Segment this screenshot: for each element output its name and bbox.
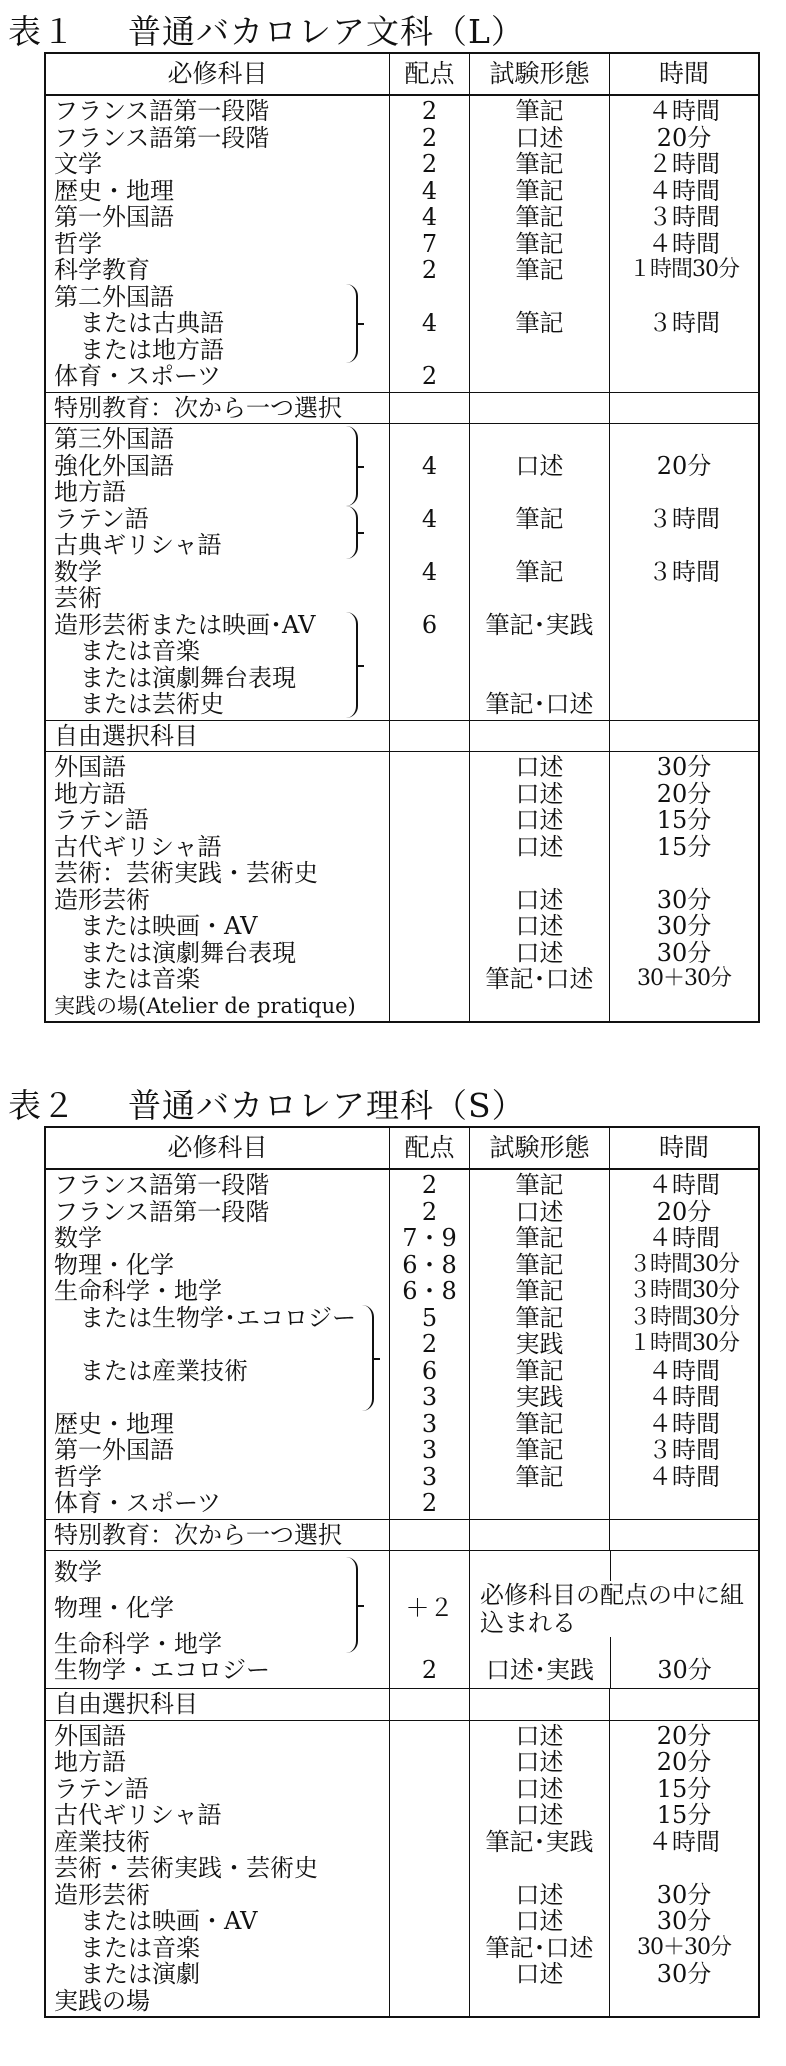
cell-time: ４時間: [648, 1827, 720, 1856]
cell-time: ４時間: [648, 1224, 720, 1252]
brace: [362, 1305, 374, 1411]
cell-points: 4: [421, 176, 438, 205]
cell-exam-type: 筆記: [515, 229, 564, 258]
cell-exam-type: [470, 426, 609, 453]
cell-time: 15分: [656, 1774, 712, 1803]
cell-points: 2: [421, 1330, 438, 1358]
cell-time: 30分: [656, 1907, 712, 1935]
cell-time: [610, 1490, 758, 1517]
cell-subject: 文学: [54, 150, 102, 178]
cell-subject: または芸術史: [80, 690, 224, 718]
cell-time: 30分: [656, 1880, 712, 1909]
cell-time: １時間30分: [629, 257, 739, 282]
cell-subject: フランス語第一段階: [54, 1171, 270, 1199]
cell-subject: または音楽: [80, 1933, 200, 1962]
cell-subject: 産業技術: [54, 1827, 150, 1856]
cell-exam-type: 筆記: [515, 1409, 564, 1438]
cell-points: [390, 1776, 469, 1803]
cell-exam-type: 筆記･口述: [485, 690, 594, 718]
table1-header: [46, 54, 758, 96]
cell-subject: フランス語第一段階: [54, 97, 270, 125]
cell-points: [390, 860, 469, 887]
cell-subject: 造形芸術: [54, 885, 150, 914]
cell-exam-type: [470, 532, 609, 559]
cell-exam-type: 口述: [515, 1748, 564, 1776]
cell-time: 30＋30分: [637, 966, 731, 991]
cell-subject: 古代ギリシャ語: [54, 1801, 222, 1829]
cell-subject: 第一外国語: [54, 203, 174, 231]
free-label: 自由選択科目: [54, 721, 198, 750]
table2: [44, 1126, 760, 2018]
cell-points: 2: [421, 150, 438, 178]
cell-subject: 数学: [54, 1224, 102, 1252]
cell-subject: または地方語: [80, 335, 224, 364]
cell-time: ３時間30分: [629, 1251, 739, 1277]
header-time: 時間: [658, 1133, 709, 1162]
table2-special-label-row: [46, 1520, 758, 1552]
cell-exam-type: 口述: [515, 1960, 564, 1988]
cell-exam-type: 口述: [515, 1801, 564, 1829]
cell-subject: または生物学･エコロジー: [80, 1303, 356, 1332]
cell-time: [610, 337, 758, 364]
cell-points: [390, 940, 469, 967]
special-subject: 物理・化学: [54, 1594, 174, 1622]
cell-points: [390, 1988, 469, 2015]
cell-points: [390, 1935, 469, 1962]
cell-subject: 歴史・地理: [54, 176, 174, 205]
cell-exam-type: 筆記: [515, 203, 564, 231]
cell-subject: 科学教育: [54, 256, 150, 284]
cell-exam-type: 口述: [515, 938, 564, 967]
header-subject: 必修科目: [46, 1128, 390, 1168]
cell-points: [390, 691, 469, 718]
cell-points: [390, 834, 469, 861]
cell-subject: 芸術: [54, 584, 102, 612]
cell-time: ３時間30分: [629, 1304, 739, 1330]
cell-time: 15分: [656, 832, 712, 861]
cell-points: 4: [421, 309, 438, 337]
cell-subject: 地方語: [54, 779, 126, 808]
cell-points: 4: [421, 451, 438, 480]
cell-subject: 地方語: [54, 1748, 126, 1776]
special-subject: 数学: [54, 1558, 102, 1586]
cell-time: [610, 585, 758, 612]
cell-subject: [46, 1331, 389, 1358]
cell-exam-type: [470, 337, 609, 364]
cell-exam-type: 筆記･実践: [485, 610, 594, 639]
table2-number: 表２: [8, 1086, 76, 1125]
cell-subject: 古代ギリシャ語: [54, 832, 222, 861]
cell-points: [390, 1749, 469, 1776]
cell-time: ４時間: [648, 1171, 720, 1199]
cell-points: 5: [421, 1303, 438, 1332]
cell-subject: 体育・スポーツ: [54, 362, 222, 390]
cell-subject: 古典ギリシャ語: [54, 531, 222, 559]
cell-points: [390, 807, 469, 834]
cell-time: 30＋30分: [637, 1934, 731, 1960]
cell-subject: 生命科学・地学: [54, 1277, 222, 1305]
cell-points: 3: [421, 1383, 438, 1411]
table2-title-text: 普通バカロレア理科（S）: [128, 1086, 526, 1125]
table1-number: 表１: [8, 12, 76, 51]
cell-time: ４時間: [648, 1409, 720, 1438]
cell-points: [390, 426, 469, 453]
cell-exam-type: 筆記: [515, 1250, 564, 1279]
cell-time: [610, 612, 758, 639]
cell-exam-type: 実践: [515, 1330, 564, 1358]
cell-exam-type: [470, 479, 609, 506]
cell-points: 6: [421, 610, 438, 639]
table1: [44, 52, 760, 1023]
cell-time: [610, 1988, 758, 2015]
cell-subject: 造形芸術: [54, 1880, 150, 1909]
header-time: 時間: [658, 59, 709, 88]
cell-points: [390, 1723, 469, 1750]
cell-subject: 造形芸術または映画･AV: [54, 610, 316, 639]
cell-subject: 芸術：芸術実践・芸術史: [54, 859, 318, 887]
cell-subject: または音楽: [80, 637, 200, 665]
cell-time: ３時間30分: [629, 1278, 739, 1303]
cell-subject: 哲学: [54, 1462, 102, 1491]
cell-points: [390, 585, 469, 612]
cell-subject: フランス語第一段階: [54, 1197, 270, 1226]
cell-points: [390, 1882, 469, 1909]
special-label: 特別教育：次から一つ選択: [54, 393, 342, 422]
cell-time: ３時間: [648, 309, 720, 337]
cell-points: 2: [421, 1197, 438, 1226]
cell-points: 2: [421, 1489, 438, 1517]
cell-exam-type: 口述: [515, 1721, 564, 1750]
cell-time: 30分: [656, 938, 712, 967]
cell-points: 7・9: [402, 1224, 457, 1252]
cell-points: 3: [421, 1409, 438, 1438]
cell-time: [610, 860, 758, 887]
cell-subject: 地方語: [54, 478, 126, 506]
table2-required-section: [46, 1170, 758, 1520]
cell-exam-type: 口述: [515, 1197, 564, 1226]
special-label: 特別教育：次から一つ選択: [54, 1520, 342, 1549]
cell-subject: 物理・化学: [54, 1250, 174, 1279]
cell-points: [390, 532, 469, 559]
cell-points: 2: [421, 256, 438, 284]
cell-time: 15分: [656, 806, 712, 834]
cell-exam-type: 口述: [515, 832, 564, 861]
cell-points: [390, 887, 469, 914]
cell-exam-type: 筆記: [515, 1224, 564, 1252]
header-subject: 必修科目: [46, 54, 390, 94]
brace: [346, 284, 358, 364]
cell-exam-type: 筆記: [515, 309, 564, 337]
cell-time: ４時間: [648, 1356, 720, 1385]
cell-exam-type: 筆記･実践: [485, 1827, 594, 1856]
table1-title: [8, 6, 525, 53]
cell-subject: または映画・AV: [80, 912, 258, 940]
header-exam-type: 試験形態: [470, 1128, 610, 1168]
free-label: 自由選択科目: [54, 1690, 198, 1718]
cell-exam-type: 筆記: [515, 1277, 564, 1305]
cell-subject: 実践の場: [54, 1986, 150, 2015]
cell-exam-type: [470, 993, 609, 1020]
cell-points: [390, 1908, 469, 1935]
cell-time: 30分: [656, 885, 712, 914]
table2-free-section: [46, 1721, 758, 2017]
cell-points: [390, 781, 469, 808]
brace: [346, 506, 358, 559]
cell-time: ２時間: [648, 150, 720, 178]
cell-points: [390, 479, 469, 506]
header-points: 配点: [390, 54, 470, 94]
cell-subject: または演劇舞台表現: [80, 663, 296, 692]
cell-points: [390, 665, 469, 692]
cell-points: 3: [421, 1462, 438, 1491]
cell-time: [610, 363, 758, 390]
brace: [346, 426, 358, 506]
table2-free-label-row: [46, 1689, 758, 1721]
cell-time: １時間30分: [629, 1331, 739, 1356]
cell-time: ３時間: [648, 203, 720, 231]
cell-subject: または演劇舞台表現: [80, 938, 296, 967]
cell-exam-type: 口述: [515, 451, 564, 480]
cell-time: 30分: [656, 753, 712, 781]
cell-exam-type: 筆記: [515, 97, 564, 125]
cell-points: 2: [421, 362, 438, 390]
special-points: ＋２: [405, 1594, 454, 1622]
header-exam-type: 試験形態: [470, 54, 610, 94]
cell-exam-type: 筆記: [515, 504, 564, 533]
table1-special-label-row: [46, 393, 758, 425]
cell-time: ３時間: [648, 1436, 720, 1464]
cell-points: [390, 966, 469, 993]
cell-subject: ラテン語: [54, 1774, 149, 1803]
cell-exam-type: 筆記: [515, 1356, 564, 1385]
cell-exam-type: [470, 284, 609, 311]
cell-time: 30分: [656, 1960, 712, 1988]
brace: [346, 1557, 358, 1653]
cell-time: 20分: [656, 1721, 712, 1750]
cell-subject: または古典語: [80, 309, 224, 337]
cell-exam-type: 口述: [515, 1774, 564, 1803]
cell-subject: ラテン語: [54, 806, 149, 834]
cell-subject: または音楽: [80, 965, 200, 993]
cell-subject: 歴史・地理: [54, 1409, 174, 1438]
cell-subject: 数学: [54, 557, 102, 586]
cell-subject: 第三外国語: [54, 425, 174, 453]
cell-exam-type: 口述: [515, 885, 564, 914]
table1-title-text: 普通バカロレア文科（L）: [128, 12, 525, 51]
cell-exam-type: 実践: [515, 1383, 564, 1411]
cell-time: [610, 284, 758, 311]
cell-exam-type: 筆記: [515, 1462, 564, 1491]
cell-time: [610, 993, 758, 1020]
cell-points: 6: [421, 1356, 438, 1385]
table1-special-section: [46, 424, 758, 721]
cell-time: [610, 665, 758, 692]
cell-exam-type: 口述: [515, 1907, 564, 1935]
cell-time: 20分: [656, 779, 712, 808]
cell-points: [390, 913, 469, 940]
cell-subject: 外国語: [54, 753, 126, 781]
cell-time: [610, 532, 758, 559]
cell-points: [390, 1961, 469, 1988]
cell-exam-type: 筆記: [515, 1171, 564, 1199]
header-points: 配点: [390, 1128, 470, 1168]
cell-points: 6・8: [402, 1277, 457, 1305]
cell-exam-type: [470, 860, 609, 887]
cell-exam-type: 筆記: [515, 150, 564, 178]
cell-time: [610, 479, 758, 506]
cell-time: 20分: [656, 123, 712, 152]
table1-free-section: [46, 752, 758, 1021]
cell-points: 4: [421, 203, 438, 231]
cell-subject: 第一外国語: [54, 1436, 174, 1464]
cell-subject: 外国語: [54, 1721, 126, 1750]
cell-subject: または演劇: [80, 1960, 200, 1988]
cell-time: ３時間: [648, 504, 720, 533]
cell-subject: [46, 1384, 389, 1411]
cell-time: [610, 1855, 758, 1882]
cell-time: ４時間: [648, 1383, 720, 1411]
cell-subject: または産業技術: [80, 1356, 248, 1385]
cell-points: [390, 284, 469, 311]
cell-subject: フランス語第一段階: [54, 123, 270, 152]
cell-subject: または映画・AV: [80, 1907, 258, 1935]
table1-required-section: [46, 96, 758, 393]
cell-exam-type: [470, 1988, 609, 2015]
cell-exam-type: [470, 1490, 609, 1517]
cell-exam-type: 筆記: [515, 1303, 564, 1332]
cell-exam-type: 口述: [515, 1880, 564, 1909]
cell-time: [610, 638, 758, 665]
special-note: 必修科目の配点の中に組込まれる: [480, 1581, 750, 1637]
cell-points: 3: [421, 1436, 438, 1464]
cell-exam-type: 筆記･口述: [485, 1933, 594, 1962]
cell-exam-type: 口述: [515, 912, 564, 940]
cell-points: 4: [421, 504, 438, 533]
cell-points: [390, 638, 469, 665]
cell-points: [390, 754, 469, 781]
cell-subject: 体育・スポーツ: [54, 1489, 222, 1517]
cell-exam-type: 筆記･口述: [485, 965, 594, 993]
special-time: 30分: [657, 1656, 712, 1684]
special-points: 2: [421, 1656, 438, 1684]
cell-time: [610, 691, 758, 718]
cell-time: 30分: [656, 912, 712, 940]
cell-time: ４時間: [648, 1462, 720, 1491]
table2-title: [8, 1080, 526, 1127]
special-subject: 生物学・エコロジー: [54, 1656, 270, 1684]
cell-points: 2: [421, 1171, 438, 1199]
special-subject: 生命科学・地学: [54, 1630, 222, 1658]
cell-points: [390, 337, 469, 364]
cell-exam-type: 筆記: [515, 256, 564, 284]
cell-time: ３時間: [648, 557, 720, 586]
cell-time: [610, 426, 758, 453]
cell-exam-type: 筆記: [515, 1436, 564, 1464]
cell-subject: 実践の場(Atelier de pratique): [54, 993, 356, 1018]
cell-points: 2: [421, 97, 438, 125]
cell-exam-type: [470, 585, 609, 612]
cell-exam-type: [470, 638, 609, 665]
cell-time: ４時間: [648, 97, 720, 125]
table2-special-section: [46, 1551, 758, 1689]
cell-time: ４時間: [648, 229, 720, 258]
special-exam-type: 口述･実践: [486, 1656, 594, 1684]
cell-points: 4: [421, 557, 438, 586]
cell-exam-type: 口述: [515, 779, 564, 808]
cell-points: [390, 1829, 469, 1856]
cell-subject: ラテン語: [54, 504, 149, 533]
cell-subject: 哲学: [54, 229, 102, 258]
cell-exam-type: [470, 665, 609, 692]
cell-points: 2: [421, 123, 438, 152]
cell-exam-type: [470, 1855, 609, 1882]
cell-subject: 芸術・芸術実践・芸術史: [54, 1854, 318, 1882]
table2-header: [46, 1128, 758, 1170]
cell-points: 6・8: [402, 1250, 457, 1279]
cell-points: [390, 1855, 469, 1882]
table1-free-label-row: [46, 721, 758, 753]
cell-exam-type: 口述: [515, 123, 564, 152]
cell-time: 20分: [656, 451, 712, 480]
cell-exam-type: 筆記: [515, 176, 564, 205]
cell-time: 20分: [656, 1748, 712, 1776]
cell-points: [390, 993, 469, 1020]
cell-exam-type: [470, 363, 609, 390]
cell-time: 20分: [656, 1197, 712, 1226]
cell-points: 7: [421, 229, 438, 258]
cell-exam-type: 口述: [515, 753, 564, 781]
cell-points: [390, 1802, 469, 1829]
cell-exam-type: 口述: [515, 806, 564, 834]
cell-subject: 第二外国語: [54, 282, 174, 311]
cell-exam-type: 筆記: [515, 557, 564, 586]
brace: [346, 612, 358, 718]
cell-time: ４時間: [648, 176, 720, 205]
cell-time: 15分: [656, 1801, 712, 1829]
cell-subject: 強化外国語: [54, 451, 174, 480]
